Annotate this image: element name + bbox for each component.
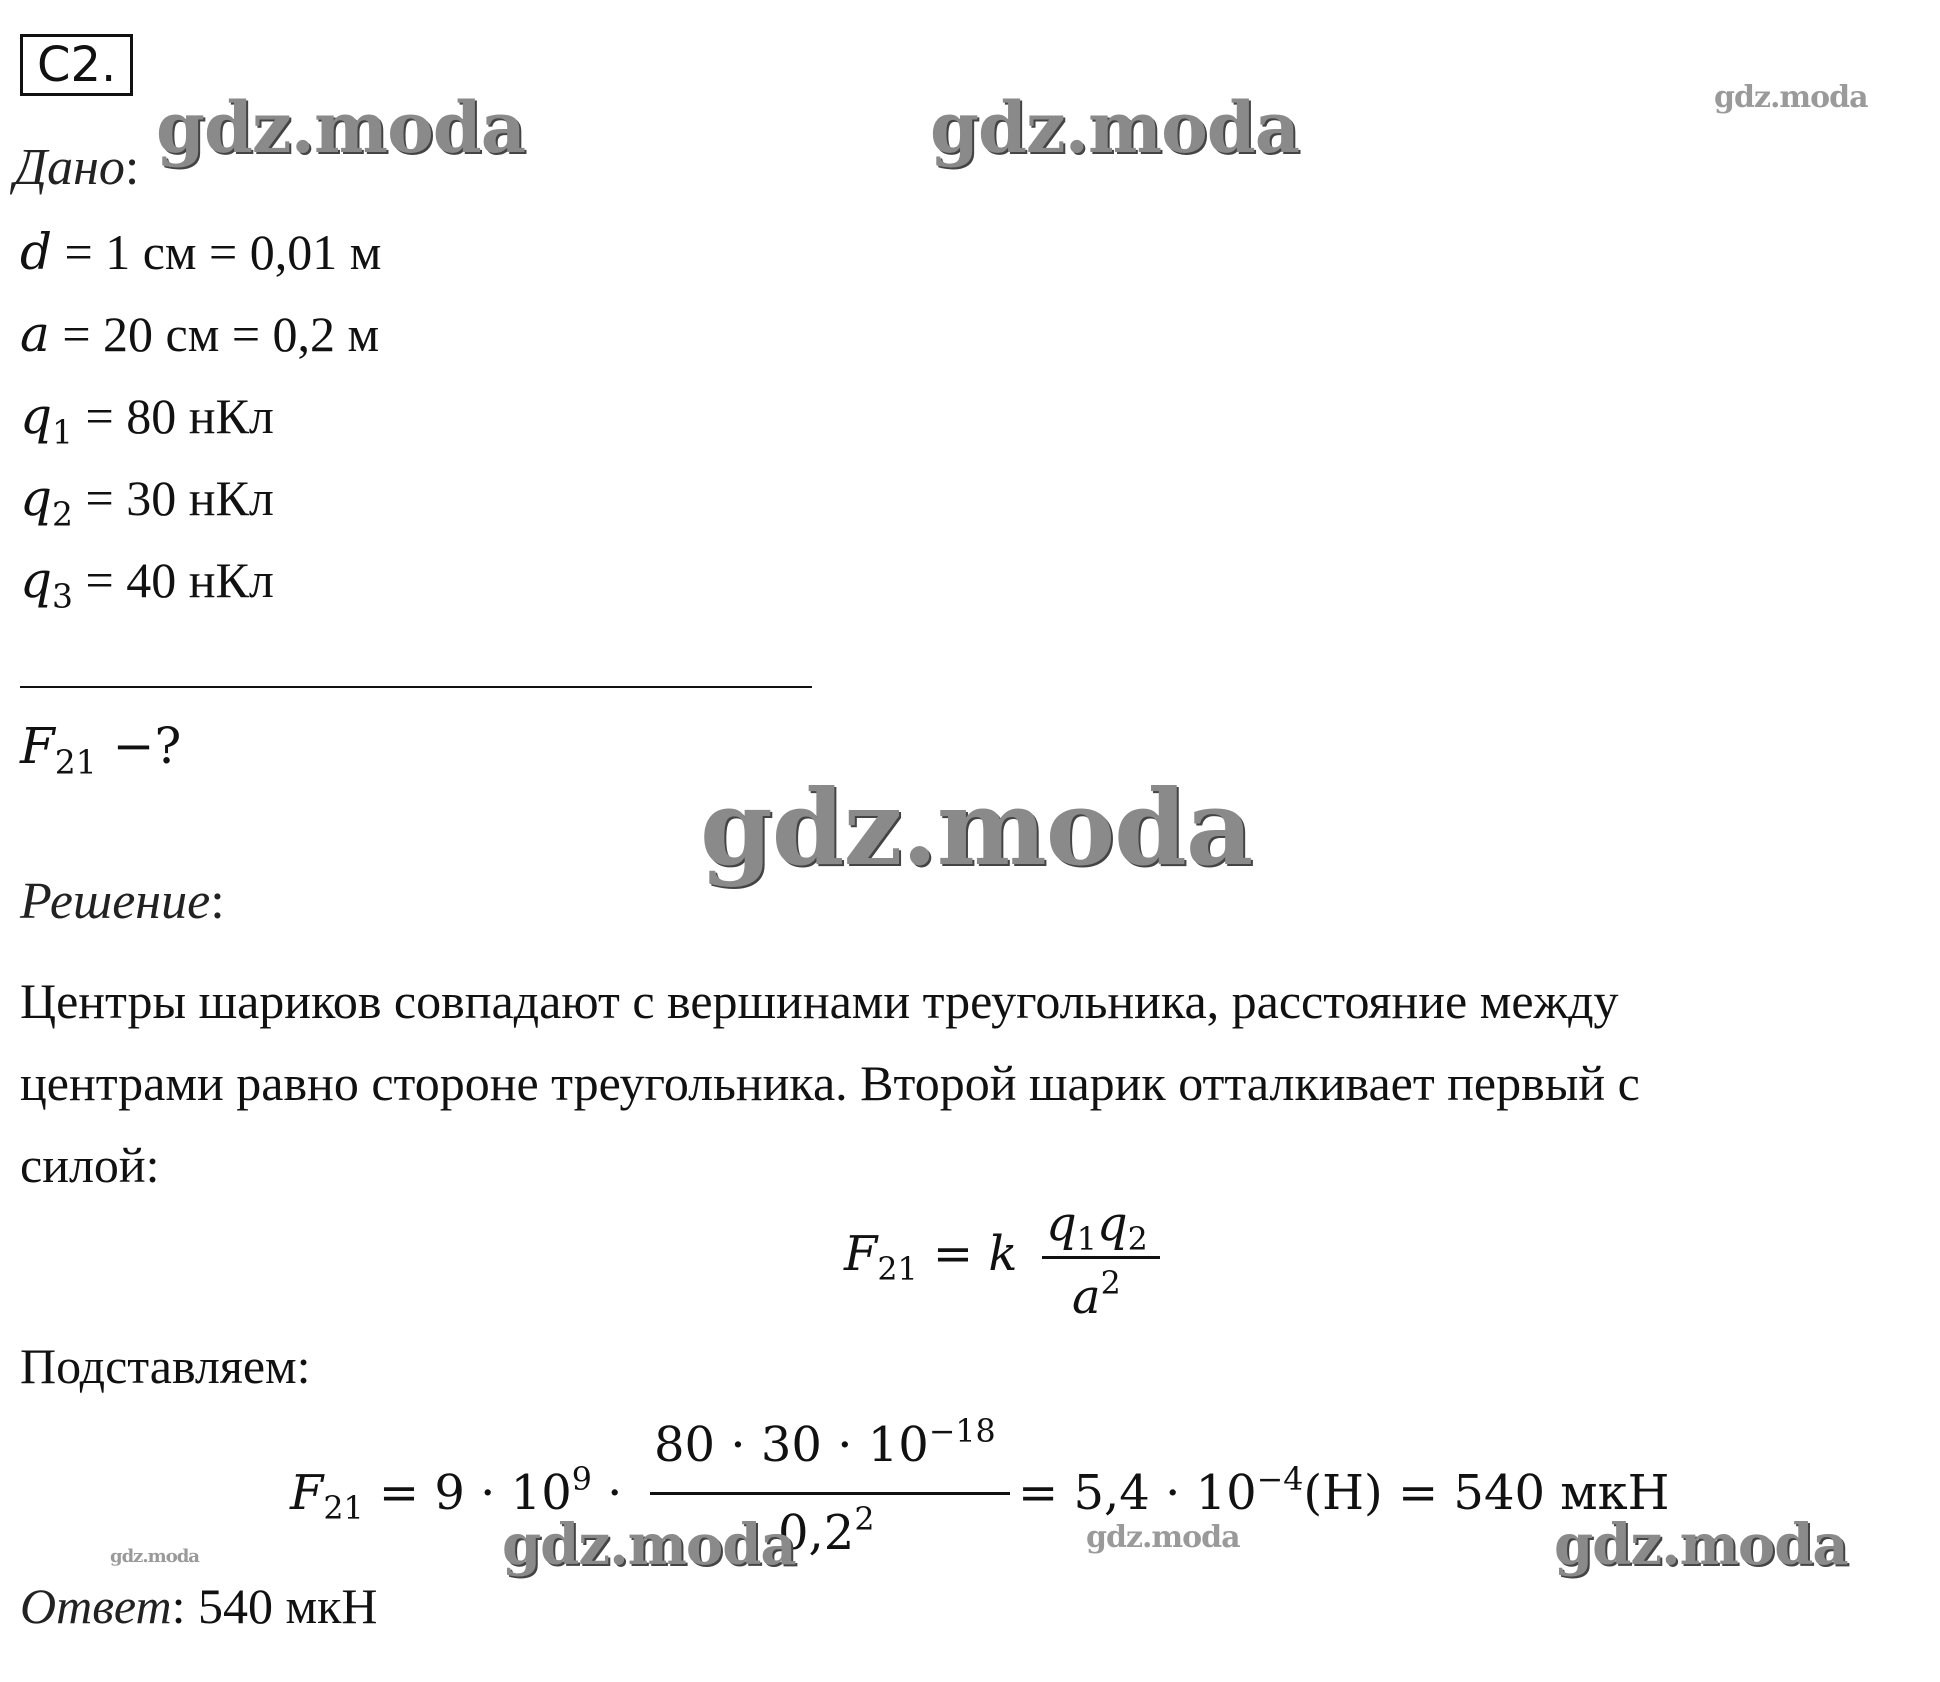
calc-result-tail: (Н) = 540 мкН bbox=[1303, 1465, 1670, 1521]
paragraph-line-2: центрами равно стороне треугольника. Второй шарик отталкивает первый с bbox=[20, 1055, 1640, 1111]
find-rest: −? bbox=[96, 717, 182, 775]
problem-label: C2. bbox=[20, 34, 133, 96]
given-value-q3: = 40 нКл bbox=[73, 552, 274, 608]
watermark-1: gdz.moda bbox=[156, 86, 526, 169]
formula-lhs bbox=[844, 1226, 1017, 1288]
given-sub-q2: 2 bbox=[52, 494, 74, 534]
given-value-q2: = 30 нКл bbox=[73, 470, 274, 526]
answer-line bbox=[20, 1576, 378, 1636]
formula-den-a: a bbox=[1072, 1269, 1101, 1325]
answer-value: : 540 мкН bbox=[171, 1578, 378, 1634]
given-line-a bbox=[20, 304, 379, 364]
formula-denominator bbox=[1072, 1266, 1121, 1325]
watermark-4: gdz.moda bbox=[700, 766, 1253, 889]
calc-fraction-bar bbox=[650, 1492, 1010, 1495]
substitute-label: Подставляем: bbox=[20, 1338, 311, 1394]
solution-heading: Решение: bbox=[20, 873, 225, 930]
given-value-q1: = 80 нКл bbox=[73, 388, 274, 444]
given-var-a: a bbox=[20, 305, 50, 363]
given-value-d: = 1 см = 0,01 м bbox=[52, 224, 382, 280]
given-separator bbox=[20, 686, 812, 688]
answer-heading: Ответ bbox=[20, 1578, 172, 1634]
formula-num-q1: q bbox=[1046, 1196, 1077, 1252]
given-var-q2: q bbox=[20, 469, 53, 527]
calc-denominator-text: 0,2 bbox=[778, 1505, 855, 1561]
calc-denominator-sup: 2 bbox=[854, 1502, 875, 1538]
formula-num-q2: q bbox=[1096, 1196, 1128, 1252]
calc-lhs-sub: 21 bbox=[323, 1491, 364, 1528]
find-sub: 21 bbox=[54, 742, 97, 782]
given-line-d bbox=[20, 222, 381, 282]
given-var-d: d bbox=[20, 223, 53, 281]
calc-lhs-var: F bbox=[290, 1465, 324, 1521]
paragraph-line-1: Центры шариков совпадают с вершинами треугольника, расстояние между bbox=[20, 973, 1619, 1029]
watermark-3: gdz.moda bbox=[1714, 80, 1868, 115]
watermark-7: gdz.moda bbox=[1086, 1520, 1240, 1555]
find-var: F bbox=[20, 717, 55, 775]
given-heading: Дано: bbox=[14, 139, 140, 196]
formula-k: = k bbox=[917, 1226, 1018, 1282]
find-line bbox=[20, 716, 181, 793]
given-sub-q3: 3 bbox=[52, 576, 74, 616]
solution-paragraph bbox=[20, 960, 1930, 1206]
solution-heading-text: Решение bbox=[20, 873, 211, 930]
paragraph-line-3: силой: bbox=[20, 1137, 160, 1193]
calc-prefix: = 9 · 10 bbox=[363, 1465, 572, 1521]
given-sub-q1: 1 bbox=[52, 412, 74, 452]
given-var-q1: q bbox=[20, 387, 53, 445]
given-value-a: = 20 см = 0,2 м bbox=[49, 306, 380, 362]
watermark-8: gdz.moda bbox=[1554, 1512, 1848, 1578]
formula-numerator bbox=[1046, 1196, 1148, 1258]
calc-result-sup: −4 bbox=[1256, 1462, 1304, 1498]
calc-numerator-sup: −18 bbox=[928, 1414, 996, 1450]
formula-den-sup: 2 bbox=[1100, 1266, 1121, 1302]
formula-num-q1-sub: 1 bbox=[1076, 1222, 1097, 1259]
calc-result-text: = 5,4 · 10 bbox=[1018, 1465, 1257, 1521]
calc-dot: · bbox=[591, 1465, 623, 1521]
watermark-6: gdz.moda bbox=[110, 1546, 199, 1567]
formula-lhs-var: F bbox=[844, 1226, 878, 1282]
calc-numerator-text: 80 · 30 · 10 bbox=[654, 1417, 929, 1473]
given-line-q2 bbox=[20, 468, 274, 545]
given-line-q3 bbox=[20, 550, 274, 627]
formula-fraction-bar bbox=[1042, 1256, 1160, 1259]
given-var-q3: q bbox=[20, 551, 53, 609]
watermark-5: gdz.moda bbox=[502, 1512, 796, 1578]
given-line-q1 bbox=[20, 386, 274, 463]
given-heading-text: Дано bbox=[14, 139, 125, 196]
calc-numerator bbox=[654, 1414, 996, 1473]
formula-num-q2-sub: 2 bbox=[1127, 1222, 1148, 1259]
calc-prefix-sup: 9 bbox=[571, 1462, 592, 1498]
watermark-2: gdz.moda bbox=[930, 86, 1300, 169]
formula-lhs-sub: 21 bbox=[877, 1252, 918, 1289]
